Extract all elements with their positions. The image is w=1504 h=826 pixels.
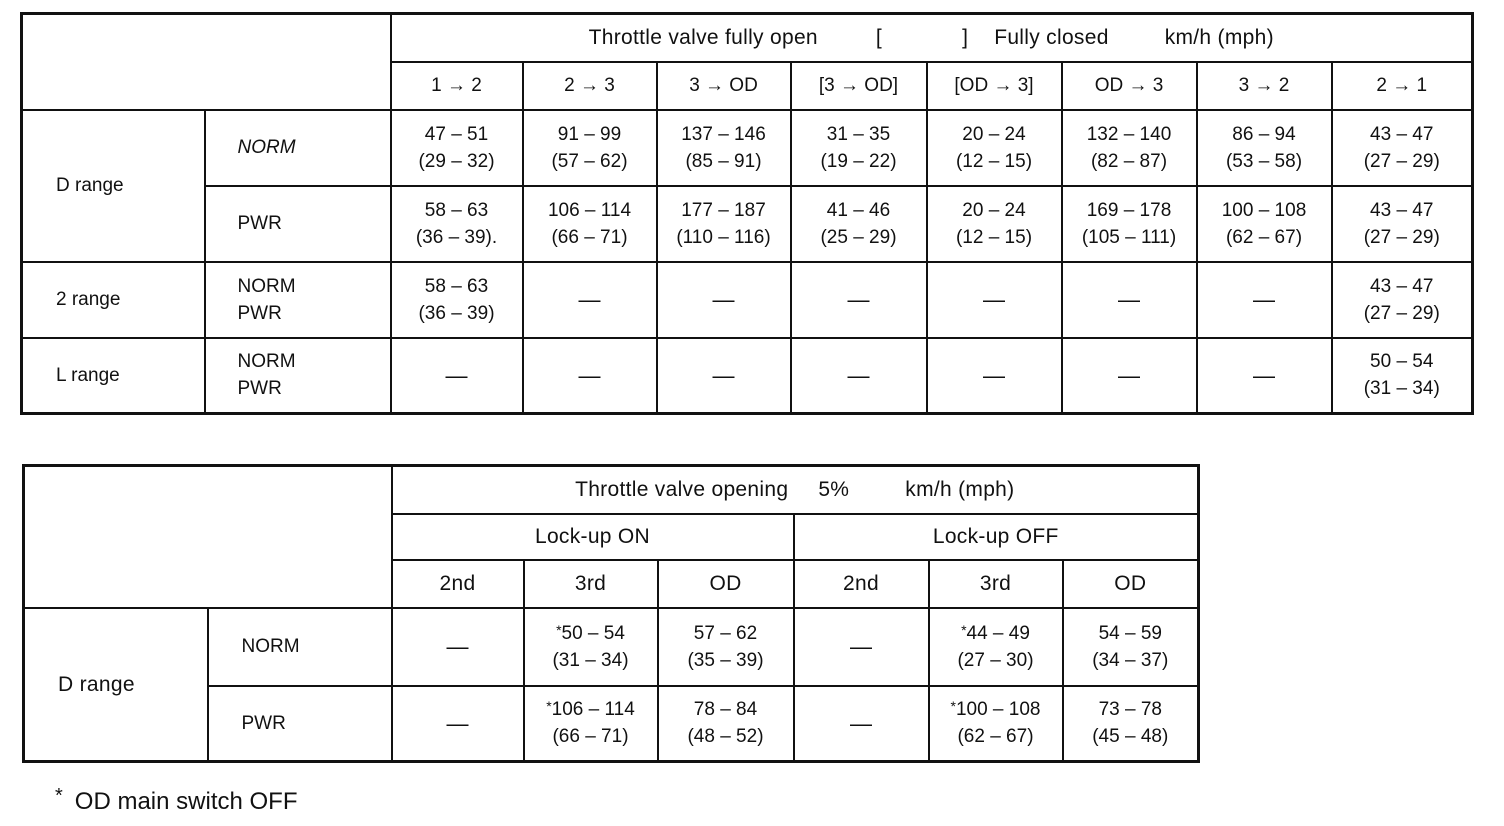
table-cell: 43 – 47 (27 – 29) — [1332, 262, 1473, 338]
gear-header: 3rd — [524, 560, 658, 608]
table-cell-empty: — — [523, 338, 657, 414]
mode-label: NORM — [208, 608, 392, 686]
table-cell-empty: — — [523, 262, 657, 338]
asterisk-mark: * — [950, 698, 956, 715]
header-unit: km/h (mph) — [1164, 26, 1274, 50]
asterisk-mark: * — [556, 621, 562, 638]
table2-header — [392, 466, 1199, 514]
table-cell: 132 – 140 (82 – 87) — [1062, 110, 1197, 186]
gear-header: OD — [1063, 560, 1199, 608]
footnote-text: OD main switch OFF — [74, 788, 298, 815]
table-cell: 54 – 59 (34 – 37) — [1063, 608, 1199, 686]
table-cell-empty: — — [794, 686, 929, 762]
asterisk-mark: * — [961, 621, 967, 638]
mode-label: NORM — [205, 110, 391, 186]
header-percent: 5% — [818, 478, 850, 502]
table-cell-empty: — — [1197, 338, 1332, 414]
table-cell: 50 – 54 (31 – 34) — [1332, 338, 1473, 414]
mode-label: PWR — [205, 186, 391, 262]
shift-speed-table-full-throttle — [20, 12, 1474, 415]
table-cell: 137 – 146 (85 – 91) — [657, 110, 791, 186]
lockup-on-header: Lock-up ON — [392, 514, 794, 560]
table-cell-empty: — — [794, 608, 929, 686]
header-throttle-opening: Throttle valve opening — [575, 478, 789, 502]
gear-header: 2nd — [794, 560, 929, 608]
table-cell-empty: — — [657, 262, 791, 338]
table-cell-empty: — — [657, 338, 791, 414]
gear-header: 2nd — [392, 560, 524, 608]
column-header: 1 → 2 — [391, 62, 523, 110]
table-cell: 57 – 62 (35 – 39) — [658, 608, 794, 686]
table-cell-empty: — — [791, 338, 927, 414]
corner-cell — [22, 14, 391, 110]
column-header: 2 → 1 — [1332, 62, 1473, 110]
header-fully-closed: Fully closed — [994, 26, 1109, 50]
gear-header: OD — [658, 560, 794, 608]
corner-cell — [24, 466, 392, 608]
column-header: [3 → OD] — [791, 62, 927, 110]
column-header: 2 → 3 — [523, 62, 657, 110]
header-unit: km/h (mph) — [905, 478, 1015, 502]
table-cell: *50 – 54 (31 – 34) — [524, 608, 658, 686]
table-cell: 169 – 178 (105 – 111) — [1062, 186, 1197, 262]
header-bracket-open: [ — [875, 26, 883, 50]
column-header: [OD → 3] — [927, 62, 1062, 110]
table-cell-empty: — — [791, 262, 927, 338]
table-cell: 106 – 114 (66 – 71) — [523, 186, 657, 262]
table-cell-empty: — — [392, 608, 524, 686]
footnote — [55, 787, 298, 817]
table-cell: 78 – 84 (48 – 52) — [658, 686, 794, 762]
gear-header: 3rd — [929, 560, 1063, 608]
column-header: OD → 3 — [1062, 62, 1197, 110]
table-cell: 47 – 51 (29 – 32) — [391, 110, 523, 186]
table-cell: *100 – 108 (62 – 67) — [929, 686, 1063, 762]
column-header: 3 → 2 — [1197, 62, 1332, 110]
table-cell: 177 – 187 (110 – 116) — [657, 186, 791, 262]
row-group-label: L range — [22, 338, 205, 414]
table-cell: 58 – 63 (36 – 39) — [391, 262, 523, 338]
footnote-asterisk: * — [55, 785, 63, 807]
table-cell-empty: — — [1197, 262, 1332, 338]
table-cell: 43 – 47 (27 – 29) — [1332, 186, 1473, 262]
table-cell-empty: — — [927, 338, 1062, 414]
row-group-label: D range — [24, 608, 208, 762]
mode-label: NORM PWR — [205, 338, 391, 414]
header-throttle-open: Throttle valve fully open — [588, 26, 818, 50]
asterisk-mark: * — [546, 698, 552, 715]
table-cell: 43 – 47 (27 – 29) — [1332, 110, 1473, 186]
lockup-off-header: Lock-up OFF — [794, 514, 1199, 560]
table-cell: *106 – 114 (66 – 71) — [524, 686, 658, 762]
table-cell-empty: — — [392, 686, 524, 762]
table-cell-empty: — — [1062, 338, 1197, 414]
table-cell: 91 – 99 (57 – 62) — [523, 110, 657, 186]
row-group-label: D range — [22, 110, 205, 262]
table-cell: 31 – 35 (19 – 22) — [791, 110, 927, 186]
table-cell: 41 – 46 (25 – 29) — [791, 186, 927, 262]
column-header: 3 → OD — [657, 62, 791, 110]
mode-label: NORM PWR — [205, 262, 391, 338]
table-cell: 20 – 24 (12 – 15) — [927, 186, 1062, 262]
lockup-speed-table — [22, 464, 1200, 763]
table-cell-empty: — — [927, 262, 1062, 338]
table-cell: 100 – 108 (62 – 67) — [1197, 186, 1332, 262]
table-cell-empty: — — [391, 338, 523, 414]
mode-label: PWR — [208, 686, 392, 762]
table-cell: 73 – 78 (45 – 48) — [1063, 686, 1199, 762]
table1-header — [391, 14, 1473, 62]
row-group-label: 2 range — [22, 262, 205, 338]
table-cell: *44 – 49 (27 – 30) — [929, 608, 1063, 686]
table-cell-empty: — — [1062, 262, 1197, 338]
table-cell: 86 – 94 (53 – 58) — [1197, 110, 1332, 186]
header-bracket-close: ] — [962, 26, 969, 50]
table-cell: 20 – 24 (12 – 15) — [927, 110, 1062, 186]
table-cell: 58 – 63 (36 – 39). — [391, 186, 523, 262]
